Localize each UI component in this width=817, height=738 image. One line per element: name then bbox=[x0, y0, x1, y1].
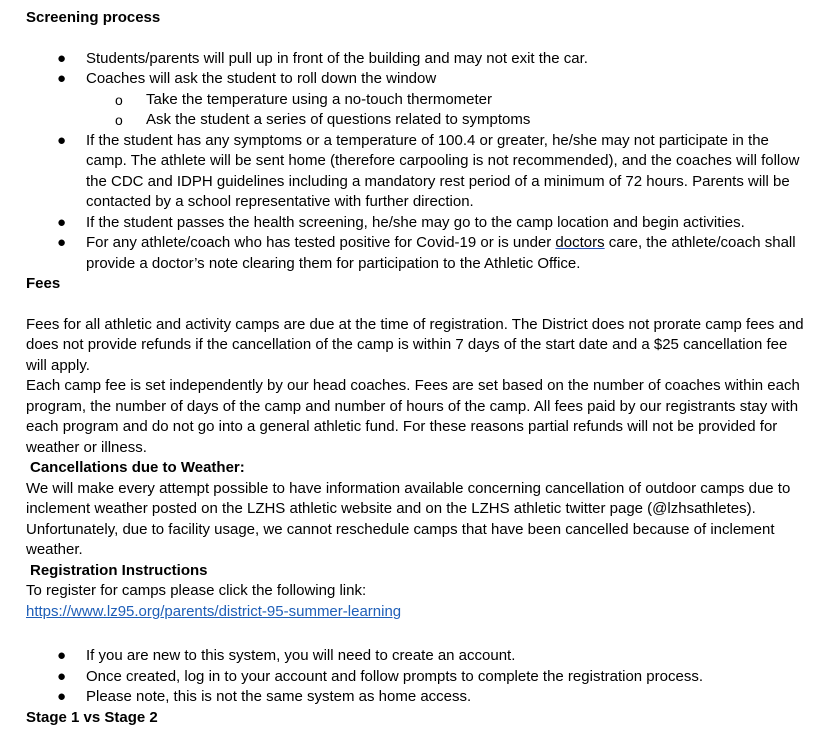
screening-heading: Screening process bbox=[26, 9, 161, 26]
bullet-icon: ● bbox=[57, 234, 67, 251]
list-item-text: Coaches will ask the student to roll down the window bbox=[86, 70, 437, 87]
sub-list-item-text: Ask the student a series of questions related to symptoms bbox=[146, 111, 531, 128]
list-item-text: Once created, log in to your account and follow prompts to complete the registration process. bbox=[86, 667, 703, 685]
registration-intro: To register for camps please click the following link: bbox=[26, 582, 367, 599]
fees-paragraph-1: Fees for all athletic and activity camps are due at the time of registration. The District does not prorate camp fees and does not provide refunds if the cancellation of the camp is within 7 days of the start date and a $25 cancellation fee will apply. bbox=[26, 315, 804, 374]
sub-list bbox=[86, 90, 806, 131]
screening-list bbox=[26, 49, 806, 275]
bullet-icon: ● bbox=[57, 213, 67, 231]
bullet-icon: ● bbox=[57, 667, 67, 685]
list-item bbox=[26, 49, 806, 70]
sub-list-item bbox=[26, 90, 806, 111]
bullet-icon: ● bbox=[57, 49, 67, 67]
list-item bbox=[26, 69, 806, 131]
list-item bbox=[26, 131, 806, 213]
fees-heading: Fees bbox=[26, 275, 61, 292]
sub-list-item bbox=[26, 110, 806, 131]
document-body bbox=[26, 8, 806, 728]
hollow-bullet-icon: o bbox=[115, 91, 123, 108]
list-item bbox=[26, 213, 806, 234]
sub-list-item-text: Take the temperature using a no-touch thermometer bbox=[146, 90, 493, 108]
registration-link[interactable]: https://www.lz95.org/parents/district-95-summer-learning bbox=[26, 602, 402, 620]
bullet-icon: ● bbox=[57, 688, 67, 705]
list-item-text: If you are new to this system, you will need to create an account. bbox=[86, 647, 516, 664]
spellcheck-word: doctors bbox=[555, 234, 605, 251]
bullet-icon: ● bbox=[57, 131, 67, 149]
hollow-bullet-icon: o bbox=[115, 112, 123, 128]
list-item bbox=[26, 667, 806, 688]
bullet-icon: ● bbox=[57, 647, 67, 664]
list-item-text: Students/parents will pull up in front of the building and may not exit the car. bbox=[86, 49, 588, 67]
list-item-text-end: care, the athlete/coach shall provide a doctor’s note clearing them for participation to the Athletic Office. bbox=[86, 234, 796, 272]
list-item bbox=[26, 233, 806, 274]
bullet-icon: ● bbox=[57, 70, 67, 87]
registration-heading: Registration Instructions bbox=[30, 561, 208, 579]
list-item-text: Please note, this is not the same system as home access. bbox=[86, 688, 472, 705]
weather-heading: Cancellations due to Weather: bbox=[30, 459, 245, 476]
list-item bbox=[26, 646, 806, 667]
fees-paragraph-2: Each camp fee is set independently by our head coaches. Fees are set based on the number of coaches within each program, the number of days of the camp and number of hours of the camp. All fees paid by our registrants stay with each program and do not go into a general athletic fund. For these reasons partial refunds will not be provided for weather or illness. bbox=[26, 377, 800, 456]
weather-paragraph: We will make every attempt possible to have information available concerning cancellation of outdoor camps due to inclement weather posted on the LZHS athletic website and on the LZHS athletic twitter page (@lzhsathletes). Unfortunately, due to facility usage, we cannot reschedule camps that have been cancelled because of inclement weather. bbox=[26, 479, 791, 558]
list-item-text: If the student has any symptoms or a temperature of 100.4 or greater, he/she may not participate in the camp. The athlete will be sent home (therefore carpooling is not recommended), and the coaches will follow the CDC and IDPH guidelines including a mandatory rest period of a minimum of 72 hours. Parents will be contacted by a school representative with further direction. bbox=[86, 131, 800, 210]
list-item-text: If the student passes the health screening, he/she may go to the camp location and begin activities. bbox=[86, 213, 745, 231]
registration-list bbox=[26, 646, 806, 708]
list-item-text-start: For any athlete/coach who has tested positive for Covid-19 or is under bbox=[86, 234, 556, 251]
stage-heading: Stage 1 vs Stage 2 bbox=[26, 708, 158, 726]
list-item bbox=[26, 687, 806, 708]
